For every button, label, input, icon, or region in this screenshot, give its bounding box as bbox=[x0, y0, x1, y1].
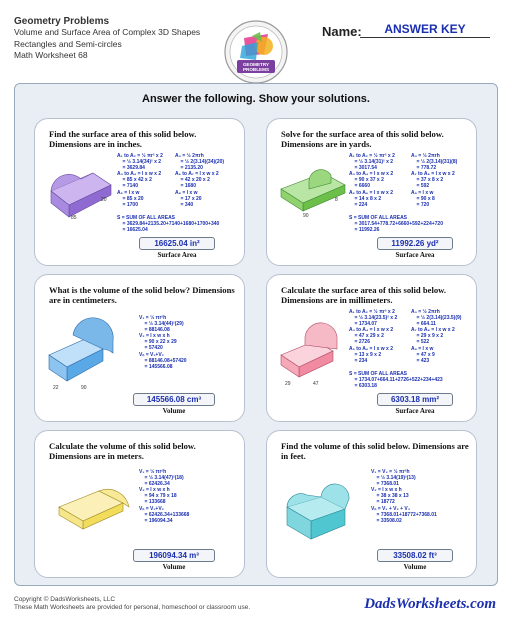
problem-question: Find the volume of this solid below. Dimensions are in feet. bbox=[281, 441, 469, 461]
answer-box: 11992.26 yd² bbox=[377, 237, 453, 250]
svg-text:47: 47 bbox=[313, 381, 319, 387]
problem-question: Find the surface area of this solid below. Dimensions are in inches. bbox=[49, 129, 197, 149]
problem-question: What is the volume of the solid below? Dimensions are in centimeters. bbox=[49, 285, 235, 305]
answer-box: 6303.18 mm² bbox=[377, 393, 453, 406]
solution-steps-sum: S = SUM OF ALL AREAS = 1734.07+664.11+2726+522+234+423 = 6303.18 bbox=[349, 371, 443, 390]
solid-figure bbox=[41, 315, 121, 395]
solid-figure bbox=[275, 315, 353, 393]
worksheet-title: Geometry Problems bbox=[14, 16, 110, 27]
svg-text:PROBLEMS: PROBLEMS bbox=[242, 67, 270, 72]
answer-label: Volume bbox=[162, 563, 186, 571]
svg-text:85: 85 bbox=[71, 215, 77, 221]
solid-figure bbox=[53, 477, 133, 547]
worksheet-number: Math Worksheet 68 bbox=[14, 50, 88, 61]
answer-box: 33508.02 ft³ bbox=[377, 549, 453, 562]
answer-box: 145566.08 cm³ bbox=[133, 393, 215, 406]
problem-question: Calculate the volume of this solid below. Dimensions are in meters. bbox=[49, 441, 196, 461]
svg-text:90: 90 bbox=[303, 213, 309, 219]
problem-card-2 bbox=[266, 118, 477, 266]
answer-box: 196094.34 m³ bbox=[133, 549, 215, 562]
solution-steps-left: A₁ to A₂ = ½ πr² x 2 = ½ 3.14(31)² x 2 = 3017.54 A₃ to A₄ = l x w x 2 = 90 x 37 x 2 = 6660 A₅ to A₆ = l x w x 2 = 14 x 8 x 2 = 224 bbox=[349, 153, 395, 208]
problem-card-1 bbox=[34, 118, 245, 266]
answer-label: Surface Area bbox=[157, 251, 197, 259]
answer-key-field: ANSWER KEY bbox=[360, 22, 490, 38]
svg-text:29: 29 bbox=[285, 381, 291, 387]
answer-label: Surface Area bbox=[395, 407, 435, 415]
answer-label: Surface Area bbox=[395, 251, 435, 259]
svg-text:22: 22 bbox=[53, 385, 59, 391]
answer-label: Volume bbox=[162, 407, 186, 415]
instructions: Answer the following. Show your solutions. bbox=[142, 93, 370, 105]
problem-card-4 bbox=[266, 274, 477, 422]
svg-text:20: 20 bbox=[101, 197, 107, 203]
solution-steps-sum: S = SUM OF ALL AREAS = 3629.84+2135.20+7140+1680+1700+340 = 16625.04 bbox=[117, 215, 220, 234]
solution-steps-left: A₁ to A₂ = ½ πr² x 2 = ½ 3.14(23.5)² x 2 = 1734.07 A₃ to A₄ = l x w x 2 = 47 x 29 x 2 = 2726 A₅ to A₆ = l x w x 2 = 13 x 9 x 2 = 234 bbox=[349, 309, 398, 364]
problem-question: Solve for the surface area of this solid below. Dimensions are in yards. bbox=[281, 129, 444, 149]
solution-steps: V₁ = ½ πr²h = ½ 3.14(44)²(29) = 88146.08 V₂ = l x w x h = 90 x 22 x 29 = 57420 Vₙ = V₁+V₂ = 88146.08+57420 = 145566.08 bbox=[139, 315, 187, 370]
solution-steps-right: A₃ = ½ 2πrh = ½ 2(3.14)(31)(8) = 778.72 A₇ to A₈ = l x w x 2 = 37 x 8 x 2 = 592 A₉ = l x w = 90 x 8 = 720 bbox=[411, 153, 458, 208]
solid-figure bbox=[277, 477, 363, 553]
worksheet-topic: Rectangles and Semi-circles bbox=[14, 38, 122, 49]
answer-label: Volume bbox=[403, 563, 427, 571]
solution-steps: V₁ = V₃ = ½ πr²h = ½ 3.14(19)²(13) = 7368.01 V₂ = l x w x h = 38 x 38 x 13 = 18772 Vₙ = V₁ + V₂ + V₃ = 7368.01+18772+7368.01 = 33508.02 bbox=[371, 469, 437, 524]
svg-text:90: 90 bbox=[81, 385, 87, 391]
solution-steps: V₁ = ½ πr²h = ½ 3.14(47)²(18) = 62426.34 V₂ = l x w x h = 94 x 79 x 18 = 133668 Vₙ = V₁+V₂ = 62426.34+133668 = 196094.34 bbox=[139, 469, 190, 524]
problem-card-3 bbox=[34, 274, 245, 422]
logo-text: GEOMETRY bbox=[242, 62, 270, 67]
usage-note: These Math Worksheets are provided for personal, homeschool or classroom use. bbox=[14, 604, 251, 611]
solid-figure bbox=[41, 161, 119, 227]
geometry-problems-logo bbox=[224, 20, 288, 84]
problem-question: Calculate the surface area of this solid below. Dimensions are in millimeters. bbox=[281, 285, 447, 305]
name-label: Name: bbox=[322, 24, 362, 39]
solid-figure bbox=[273, 159, 351, 225]
problem-card-5 bbox=[34, 430, 245, 578]
svg-text:8: 8 bbox=[335, 197, 338, 203]
answer-box: 16625.04 in² bbox=[139, 237, 215, 250]
solution-steps-left: A₁ to A₂ = ½ πr² x 2 = ½ 3.14(34)² x 2 = 3629.84 A₃ to A₄ = l x w x 2 = 85 x 42 x 2 = 7140 A₅ = l x w = 85 x 20 = 1700 bbox=[117, 153, 163, 208]
worksheet-subtitle: Volume and Surface Area of Complex 3D Shapes bbox=[14, 27, 201, 38]
solution-steps-right: A₃ = ½ 2πrh = ½ 2(3.14)(23.5)(9) = 664.11 A₇ to A₈ = l x w x 2 = 29 x 9 x 2 = 522 A₉ = l x w = 47 x 9 = 423 bbox=[411, 309, 462, 364]
worksheet-header bbox=[14, 16, 200, 62]
problem-card-6 bbox=[266, 430, 477, 578]
copyright-text: Copyright © DadsWorksheets, LLC bbox=[14, 596, 116, 603]
brand-logo: DadsWorksheets.com bbox=[364, 596, 496, 612]
footer bbox=[14, 596, 250, 612]
solution-steps-sum: S = SUM OF ALL AREAS = 3017.54+778.72+6660+592+224+720 = 11992.26 bbox=[349, 215, 443, 234]
solution-steps-right: A₃ = ½ 2πrh = ½ 2(3.14)(34)(20) = 2135.20 A₆ to A₇ = l x w x 2 = 42 x 20 x 2 = 1680 A₈ = l x w = 17 x 20 = 340 bbox=[175, 153, 225, 208]
